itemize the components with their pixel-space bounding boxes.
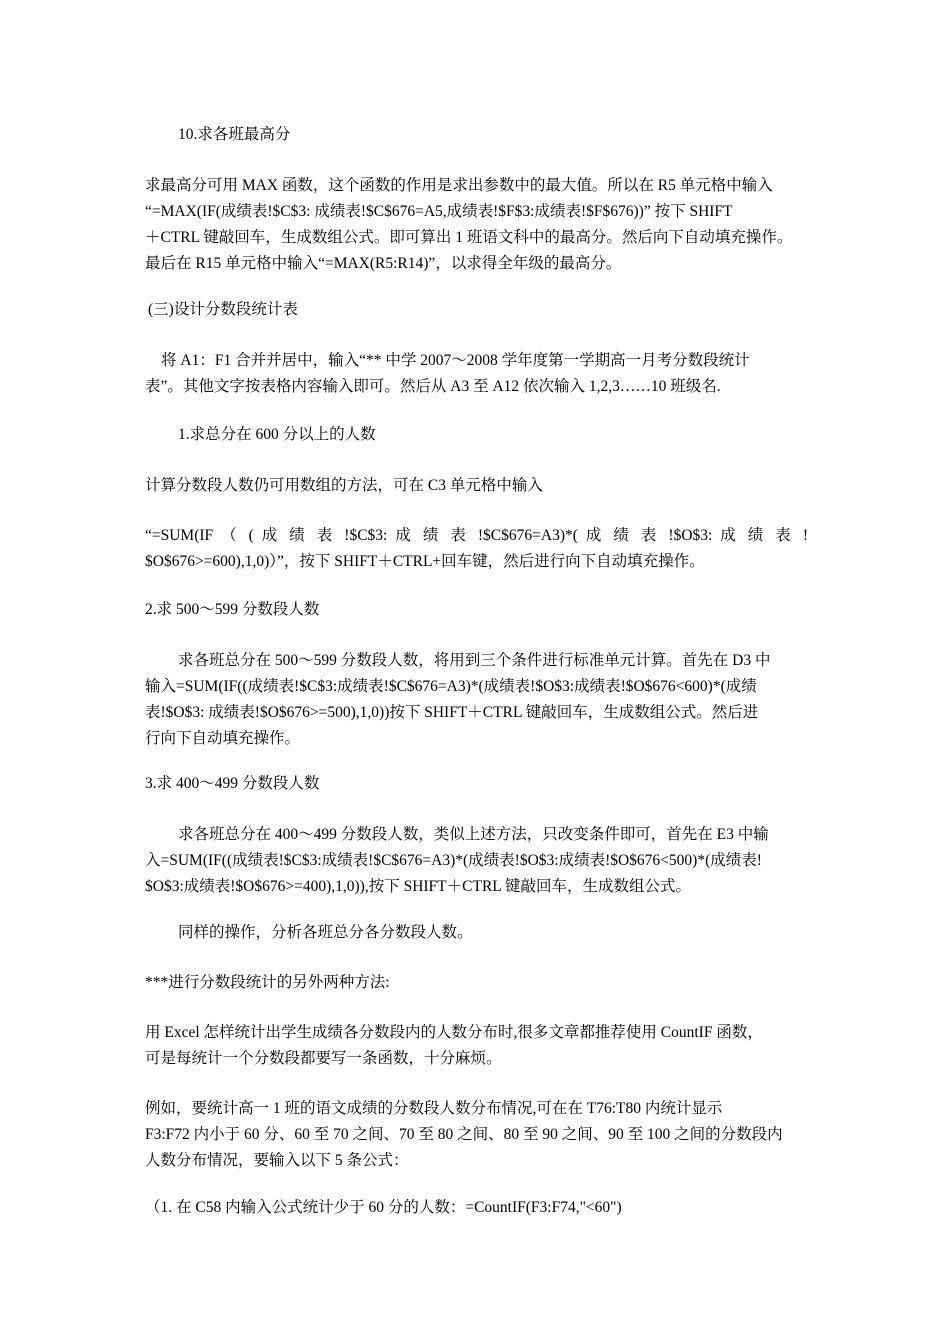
paragraph-array-method: 计算分数段人数仍可用数组的方法，可在 C3 单元格中输入 [145, 477, 543, 494]
paragraph-same-operation: 同样的操作，分析各班总分各分数段人数。 [178, 924, 473, 941]
paragraph-max-function: 求最高分可用 MAX 函数，这个函数的作用是求出参数中的最大值。所以在 R5 单元格中输入 “=MAX(IF(成绩表!$C$3: 成绩表!$C$676=A5,成绩表!$F$3:成绩表!$F$676))” 按下 SHIFT ＋CTRL 键敲回车，生成数组公式。即可算出 1 班语文科中的最高分。然后向下自动填充操作。 最后在 R15 单元格中输入“=MAX(R5:R14)”，以求得全年级的最高分。 [145, 177, 793, 272]
heading-400-499: 3.求 400～499 分数段人数 [145, 775, 320, 792]
paragraph-500-599: 求各班总分在 500～599 分数段人数，将用到三个条件进行标准单元计算。首先在 D3 中 输入=SUM(IF((成绩表!$C$3:成绩表!$C$676=A3)*(成绩表!$O$3:成绩表!$O$676<600)*(成绩 表!$O$3: 成绩表!$O$676>=500),1,0))按下 SHIFT＋CTRL 键敲回车，生成数组公式。然后进 行向下自动填充操作。 [145, 652, 771, 747]
heading-500-599: 2.求 500～599 分数段人数 [145, 601, 320, 618]
heading-other-methods: ***进行分数段统计的另外两种方法: [145, 974, 390, 991]
heading-max-score: 10.求各班最高分 [178, 126, 291, 143]
heading-above-600: 1.求总分在 600 分以上的人数 [178, 426, 376, 443]
paragraph-400-499: 求各班总分在 400～499 分数段人数，类似上述方法，只改变条件即可，首先在 E3 中输 入=SUM(IF((成绩表!$C$3:成绩表!$C$676=A3)*(成绩表!$O$3:成绩表!$O$676<500)*(成绩表! $O$3:成绩表!$O$676>=400),1,0)),按下 SHIFT＋CTRL 键敲回车，生成数组公式。 [145, 826, 769, 895]
paragraph-example: 例如，要统计高一 1 班的语文成绩的分数段人数分布情况,可在在 T76:T80 内统计显示 F3:F72 内小于 60 分、60 至 70 之间、70 至 80 之间、80 至 90 之间、90 至 100 之间的分数段内 人数分布情况，要输入以下 5 条公式： [145, 1100, 783, 1169]
paragraph-sum-formula-600: “=SUM(IF （ ( 成 绩 表 !$C$3: 成 绩 表 !$C$676=A3)*( 成 绩 表 !$O$3: 成 绩 表 ! $O$676>=600),1,0)）”，按下 SHIFT＋CTRL+回车键，然后进行向下自动填充操作。 [145, 527, 808, 570]
paragraph-merge-title: 将 A1：F1 合并并居中，输入“** 中学 2007～2008 学年度第一学期高一月考分数段统计 表”。其他文字按表格内容输入即可。然后从 A3 至 A12 依次输入 1,2,3……10 班级名. [145, 352, 750, 395]
paragraph-formula-1: （1. 在 C58 内输入公式统计少于 60 分的人数：=CountIF(F3:F74,"<60") [145, 1199, 622, 1216]
section-heading-score-table: (三)设计分数段统计表 [148, 301, 298, 318]
paragraph-countif: 用 Excel 怎样统计出学生成绩各分数段内的人数分布时,很多文章都推荐使用 CountIF 函数， 可是每统计一个分数段都要写一条函数，十分麻烦。 [145, 1024, 763, 1067]
